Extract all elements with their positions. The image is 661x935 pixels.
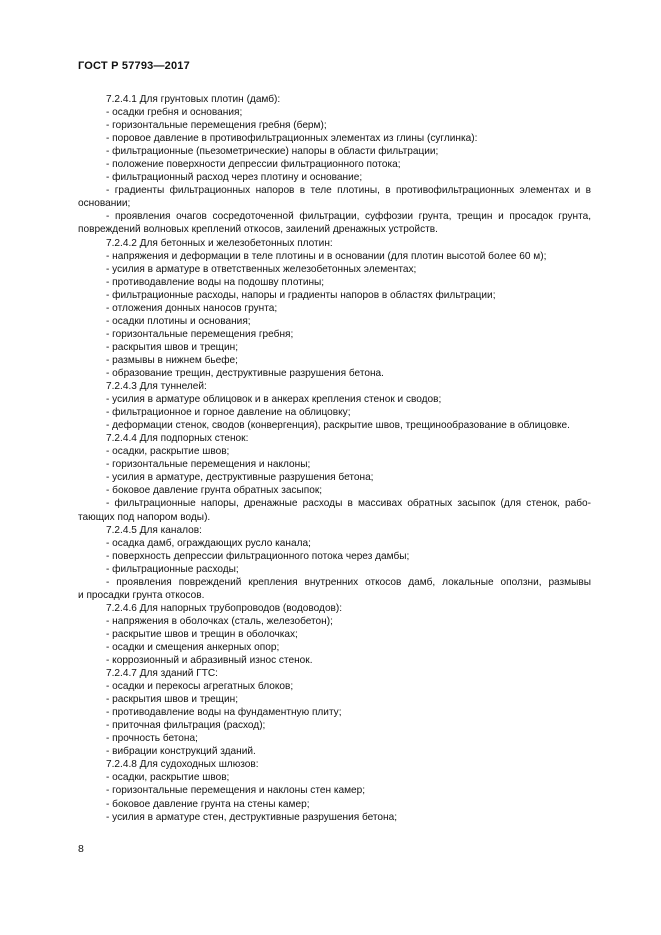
- list-item: - осадки, раскрытие швов;: [78, 445, 591, 458]
- section-heading: 7.2.4.5 Для каналов:: [106, 524, 202, 536]
- list-item: - усилия в арматуре, деструктивные разрушения бетона;: [78, 471, 591, 484]
- list-item: - фильтрационный расход через плотину и основание;: [78, 171, 591, 184]
- list-item: - напряжения в оболочках (сталь, железобетон);: [78, 615, 591, 628]
- list-item: - приточная фильтрация (расход);: [78, 719, 591, 732]
- list-item: - раскрытия швов и трещин;: [78, 341, 591, 354]
- list-item: - поровое давление в противофильтрационных элементах из глины (суглинка):: [78, 132, 591, 145]
- list-item: - горизонтальные перемещения гребня;: [78, 328, 591, 341]
- section-heading: 7.2.4.3 Для туннелей:: [106, 381, 207, 393]
- list-item: - фильтрационные напоры, дренажные расходы в массивах обратных засыпок (для стенок, рабо-: [78, 497, 591, 510]
- list-item: - градиенты фильтрационных напоров в теле плотины, в противофильтрационных элементах и в: [78, 184, 591, 197]
- text-line: основании;: [78, 198, 131, 210]
- list-item: - деформации стенок, сводов (конвергенция), раскрытие швов, трещинообразование в облицовке.: [78, 419, 591, 432]
- list-item: - положение поверхности депрессии фильтрационного потока;: [78, 158, 591, 171]
- list-item: - прочность бетона;: [78, 732, 591, 745]
- list-item: - коррозионный и абразивный износ стенок.: [78, 654, 591, 667]
- list-item: - осадки и смещения анкерных опор;: [78, 641, 591, 654]
- section-heading: 7.2.4.7 Для зданий ГТС:: [106, 668, 218, 680]
- list-item: - проявления повреждений крепления внутренних откосов дамб, локальные оползни, размывы: [78, 576, 591, 589]
- list-item: - отложения донных наносов грунта;: [78, 302, 591, 315]
- list-item: - горизонтальные перемещения и наклоны стен камер;: [78, 784, 591, 797]
- page-number: 8: [78, 843, 84, 855]
- text-line: и просадки грунта откосов.: [78, 589, 205, 601]
- list-item: - поверхность депрессии фильтрационного потока через дамбы;: [78, 550, 591, 563]
- text-line: тающих под напором воды).: [78, 511, 211, 523]
- list-item: - осадки плотины и основания;: [78, 315, 591, 328]
- document-header: ГОСТ Р 57793—2017: [78, 60, 190, 72]
- list-item: - фильтрационное и горное давление на облицовку;: [78, 406, 591, 419]
- section-heading: 7.2.4.8 Для судоходных шлюзов:: [106, 759, 259, 771]
- section-heading: 7.2.4.1 Для грунтовых плотин (дамб):: [106, 94, 281, 105]
- list-item: - осадки, раскрытие швов;: [78, 771, 591, 784]
- list-item: - осадка дамб, ограждающих русло канала;: [78, 537, 591, 550]
- list-item: - усилия в арматуре в ответственных железобетонных элементах;: [78, 263, 591, 276]
- text-line: повреждений волновых креплений откосов, заилений дренажных устройств.: [78, 224, 438, 236]
- list-item: - проявления очагов сосредоточенной фильтрации, суффозии грунта, трещин и просадок грунта,: [78, 210, 591, 223]
- list-item: - боковое давление грунта обратных засыпок;: [78, 484, 591, 497]
- list-item: - фильтрационные расходы, напоры и градиенты напоров в областях фильтрации;: [78, 289, 591, 302]
- document-body: [78, 93, 591, 824]
- list-item: - напряжения и деформации в теле плотины и в основании (для плотин высотой более 60 м);: [78, 250, 591, 263]
- list-item: - раскрытие швов и трещин в оболочках;: [78, 628, 591, 641]
- list-item: - противодавление воды на подошву плотины;: [78, 276, 591, 289]
- section-heading: 7.2.4.6 Для напорных трубопроводов (водоводов):: [106, 602, 343, 614]
- list-item: - горизонтальные перемещения гребня (берм);: [78, 119, 591, 132]
- list-item: - образование трещин, деструктивные разрушения бетона.: [78, 367, 591, 380]
- list-item: - размывы в нижнем бьефе;: [78, 354, 591, 367]
- section-heading: 7.2.4.2 Для бетонных и железобетонных плотин:: [106, 237, 333, 249]
- list-item: - фильтрационные расходы;: [78, 563, 591, 576]
- section-heading: 7.2.4.4 Для подпорных стенок:: [106, 433, 249, 445]
- list-item: - горизонтальные перемещения и наклоны;: [78, 458, 591, 471]
- list-item: - вибрации конструкций зданий.: [78, 745, 591, 758]
- list-item: - боковое давление грунта на стены камер;: [78, 798, 591, 811]
- list-item: - усилия в арматуре стен, деструктивные разрушения бетона;: [78, 811, 591, 824]
- list-item: - противодавление воды на фундаментную плиту;: [78, 706, 591, 719]
- list-item: - усилия в арматуре облицовок и в анкерах крепления стенок и сводов;: [78, 393, 591, 406]
- list-item: - фильтрационные (пьезометрические) напоры в области фильтрации;: [78, 145, 591, 158]
- list-item: - осадки и перекосы агрегатных блоков;: [78, 680, 591, 693]
- list-item: - раскрытия швов и трещин;: [78, 693, 591, 706]
- list-item: - осадки гребня и основания;: [78, 106, 591, 119]
